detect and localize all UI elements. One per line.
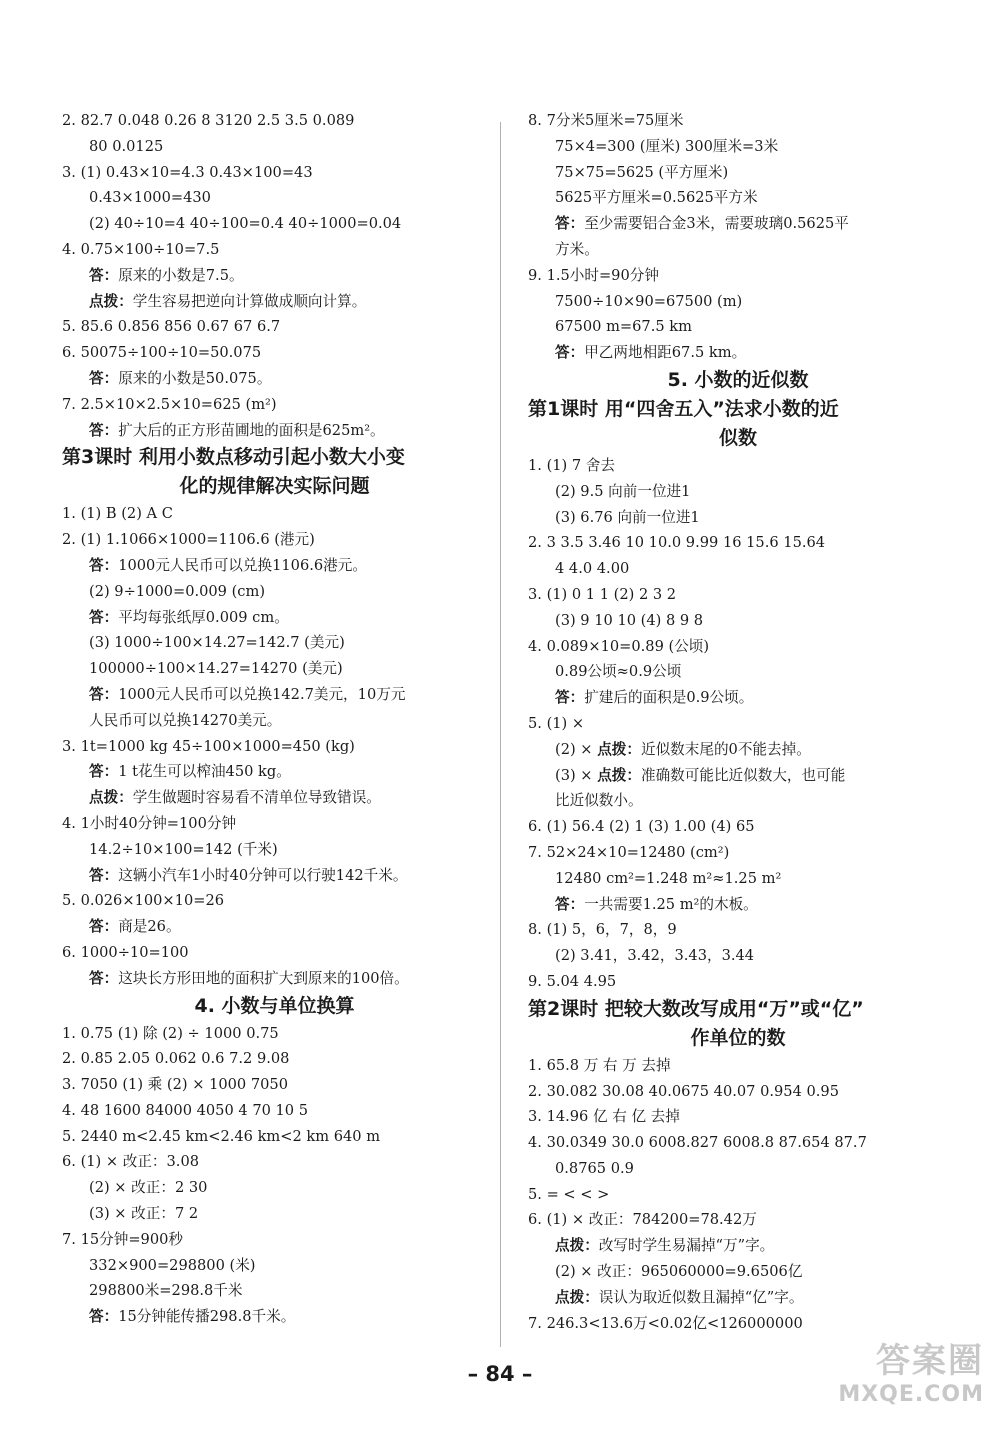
answer-line: 5. 2440 m<2.45 km<2.46 km<2 km 640 m [62, 1127, 381, 1145]
hint-label: 点拨： [89, 789, 133, 807]
answer-line: (2) 40÷10=4 40÷100=0.4 40÷1000=0.04 [89, 215, 402, 233]
section-heading: 第2课时 把较大数改写成用“万”或“亿” [528, 997, 864, 1020]
answer-line: 12480 cm²=1.248 m²≈1.25 m² [555, 869, 782, 887]
answer-line: 答：商是26。 [89, 918, 181, 936]
answer-line: 75×75=5625 (平方厘米) [555, 163, 729, 181]
answer-line: 100000÷100×14.27=14270 (美元) [89, 660, 343, 678]
answer-line: 5. = < < > [528, 1185, 610, 1203]
answer-line: 6. (1) × 改正：784200=78.42万 [528, 1211, 757, 1229]
hint-label: 点拨： [597, 766, 641, 784]
answer-line: 7. 15分钟=900秒 [62, 1230, 183, 1248]
answer-line: 3. 7050 (1) 乘 (2) × 1000 7050 [62, 1076, 288, 1094]
answer-label: 答： [89, 866, 119, 884]
hint-label: 点拨： [89, 292, 133, 310]
section-heading: 4. 小数与单位换算 [194, 994, 355, 1017]
answer-line: 7. 2.5×10×2.5×10=625 (m²) [62, 395, 277, 413]
answer-line: 4. 30.0349 30.0 6008.827 6008.8 87.654 87.7 [528, 1134, 867, 1152]
answer-line: 0.43×1000=430 [89, 189, 211, 207]
answer-line: 2. 30.082 30.08 40.0675 40.07 0.954 0.95 [528, 1082, 840, 1100]
answer-line: 2. (1) 1.1066×1000=1106.6 (港元) [62, 531, 315, 549]
answer-label: 答： [89, 763, 119, 781]
watermark-logo [804, 1341, 984, 1415]
answer-line: 比近似数小。 [555, 792, 643, 810]
hint-label: 点拨： [597, 740, 641, 758]
answer-line: 答：这块长方形田地的面积扩大到原来的100倍。 [89, 969, 409, 987]
answer-line: 67500 m=67.5 km [555, 318, 692, 336]
answer-label: 答： [89, 685, 119, 703]
answer-line: 5625平方厘米=0.5625平方米 [555, 189, 758, 207]
answer-line: 9. 1.5小时=90分钟 [528, 266, 659, 284]
answer-label: 答： [89, 556, 119, 574]
answer-line: (3) 1000÷100×14.27=142.7 (美元) [89, 634, 345, 652]
answer-line: 4 4.0 4.00 [555, 560, 630, 578]
answer-line: 80 0.0125 [89, 137, 164, 155]
answer-line: 1. 65.8 万 右 万 去掉 [528, 1056, 671, 1074]
answer-line: 5. 0.026×100×10=26 [62, 892, 225, 910]
answer-line: (2) × 点拨：近似数末尾的0不能去掉。 [555, 740, 811, 758]
answer-line: 7500÷10×90=67500 (m) [555, 292, 743, 310]
answer-line: 3. (1) 0.43×10=4.3 0.43×100=43 [62, 163, 313, 181]
answer-line: 答：至少需要铝合金3米，需要玻璃0.5625平 [555, 215, 849, 233]
answer-line: 5. (1) × [528, 714, 585, 732]
answer-line: 6. (1) 56.4 (2) 1 (3) 1.00 (4) 65 [528, 818, 755, 836]
answer-line: 7. 52×24×10=12480 (cm²) [528, 843, 730, 861]
answer-line: 8. (1) 5，6，7，8，9 [528, 921, 677, 939]
answer-label: 答： [89, 918, 119, 936]
answer-label: 答： [555, 689, 585, 707]
answer-label: 答： [89, 969, 119, 987]
answer-label: 答： [555, 344, 585, 362]
answer-line: 4. 0.089×10=0.89 (公顷) [528, 637, 710, 655]
watermark-text: 答案圈 [876, 1341, 984, 1381]
answer-line: 1. (1) 7 舍去 [528, 456, 615, 474]
answer-line: 答：1000元人民币可以兑换1106.6港元。 [89, 556, 367, 574]
answer-line: 1. (1) B (2) A C [62, 505, 173, 523]
answer-line: 答：1 t花生可以榨油450 kg。 [89, 763, 291, 781]
answer-label: 答： [555, 895, 585, 913]
hint-label: 点拨： [555, 1237, 599, 1255]
answer-line: 点拨：学生做题时容易看不清单位导致错误。 [89, 789, 381, 807]
answer-line: 2. 3 3.5 3.46 10 10.0 9.99 16 15.6 15.64 [528, 534, 826, 552]
answer-line: 点拨：学生容易把逆向计算做成顺向计算。 [89, 292, 367, 310]
watermark-url: MXQE.COM [838, 1382, 984, 1407]
answer-line: 14.2÷10×100=142 (千米) [89, 840, 278, 858]
section-heading: 作单位的数 [690, 1026, 786, 1049]
answer-line: (2) 3.41，3.42，3.43，3.44 [555, 947, 755, 965]
answer-line: 2. 82.7 0.048 0.26 8 3120 2.5 3.5 0.089 [62, 112, 355, 129]
answer-line: 答：1000元人民币可以兑换142.7美元，10万元 [89, 685, 406, 703]
answer-line: 答：原来的小数是50.075。 [89, 369, 272, 387]
answer-line: 4. 0.75×100÷10=7.5 [62, 240, 220, 258]
answer-line: 0.8765 0.9 [555, 1159, 634, 1177]
answer-line: 方米。 [555, 240, 599, 258]
answer-line: 答：甲乙两地相距67.5 km。 [555, 344, 747, 362]
section-heading: 第3课时 利用小数点移动引起小数大小变 [62, 446, 405, 469]
answer-line: (2) 9÷1000=0.009 (cm) [89, 582, 266, 600]
answer-line: 点拨：误认为取近似数且漏掉“亿”字。 [555, 1288, 804, 1306]
answer-line: 1. 0.75 (1) 除 (2) ÷ 1000 0.75 [62, 1024, 279, 1042]
answer-line: 9. 5.04 4.95 [528, 972, 617, 990]
section-heading: 5. 小数的近似数 [667, 368, 809, 391]
answer-line: 298800米=298.8千米 [89, 1282, 243, 1300]
answer-line: 7. 246.3<13.6万<0.02亿<126000000 [528, 1314, 803, 1332]
answer-line: 答：扩建后的面积是0.9公顷。 [555, 689, 754, 707]
right-column [528, 108, 948, 1336]
answer-label: 答： [89, 421, 119, 439]
answer-line: (3) × 改正：7 2 [89, 1205, 199, 1223]
answer-label: 答： [89, 369, 119, 387]
answer-line: (3) 6.76 向前一位进1 [555, 508, 700, 526]
answer-line: 答：扩大后的正方形苗圃地的面积是625m²。 [89, 421, 385, 439]
answer-line: 4. 48 1600 84000 4050 4 70 10 5 [62, 1101, 309, 1119]
answer-label: 答： [89, 266, 119, 284]
answer-line: 答：这辆小汽车1小时40分钟可以行驶142千米。 [89, 866, 408, 884]
answer-line: 4. 1小时40分钟=100分钟 [62, 814, 237, 832]
column-divider [500, 122, 501, 1347]
answer-line: 8. 7分米5厘米=75厘米 [528, 112, 684, 129]
answer-line: 6. 50075÷100÷10=50.075 [62, 344, 262, 362]
answer-line: (2) × 改正：2 30 [89, 1179, 208, 1197]
answer-line: 75×4=300 (厘米) 300厘米=3米 [555, 137, 779, 155]
answer-label: 答： [555, 215, 585, 233]
section-heading: 化的规律解决实际问题 [179, 475, 370, 498]
answer-line: 3. 1t=1000 kg 45÷100×1000=450 (kg) [62, 737, 355, 755]
answer-line: 5. 85.6 0.856 856 0.67 67 6.7 [62, 318, 281, 336]
answer-line: 答：平均每张纸厚0.009 cm。 [89, 608, 289, 626]
answer-line: 0.89公顷≈0.9公顷 [555, 663, 682, 681]
section-heading: 第1课时 用“四舍五入”法求小数的近 [528, 397, 839, 420]
left-column [62, 108, 487, 1330]
answer-line: 3. (1) 0 1 1 (2) 2 3 2 [528, 585, 677, 603]
answer-label: 答： [89, 608, 119, 626]
answer-line: 2. 0.85 2.05 0.062 0.6 7.2 9.08 [62, 1050, 290, 1068]
answer-line: (2) × 改正：965060000=9.6506亿 [555, 1263, 803, 1281]
answer-line: (2) 9.5 向前一位进1 [555, 482, 691, 500]
answer-line: 答：一共需要1.25 m²的木板。 [555, 895, 758, 913]
answer-line: 6. (1) × 改正：3.08 [62, 1153, 200, 1171]
answer-line: 人民币可以兑换14270美元。 [89, 711, 282, 729]
answer-line: 答：原来的小数是7.5。 [89, 266, 244, 284]
answer-line: 答：15分钟能传播298.8千米。 [89, 1308, 296, 1326]
answer-line: 点拨：改写时学生易漏掉“万”字。 [555, 1237, 775, 1255]
section-heading: 似数 [718, 426, 757, 449]
answer-line: 6. 1000÷10=100 [62, 943, 189, 961]
hint-label: 点拨： [555, 1288, 599, 1306]
answer-label: 答： [89, 1308, 119, 1326]
answer-line: 3. 14.96 亿 右 亿 去掉 [528, 1108, 680, 1126]
answer-line: (3) × 点拨：准确数可能比近似数大，也可能 [555, 766, 846, 784]
answer-line: 332×900=298800 (米) [89, 1256, 256, 1274]
answer-line: (3) 9 10 10 (4) 8 9 8 [555, 611, 704, 629]
page-number: – 84 – [467, 1362, 533, 1386]
